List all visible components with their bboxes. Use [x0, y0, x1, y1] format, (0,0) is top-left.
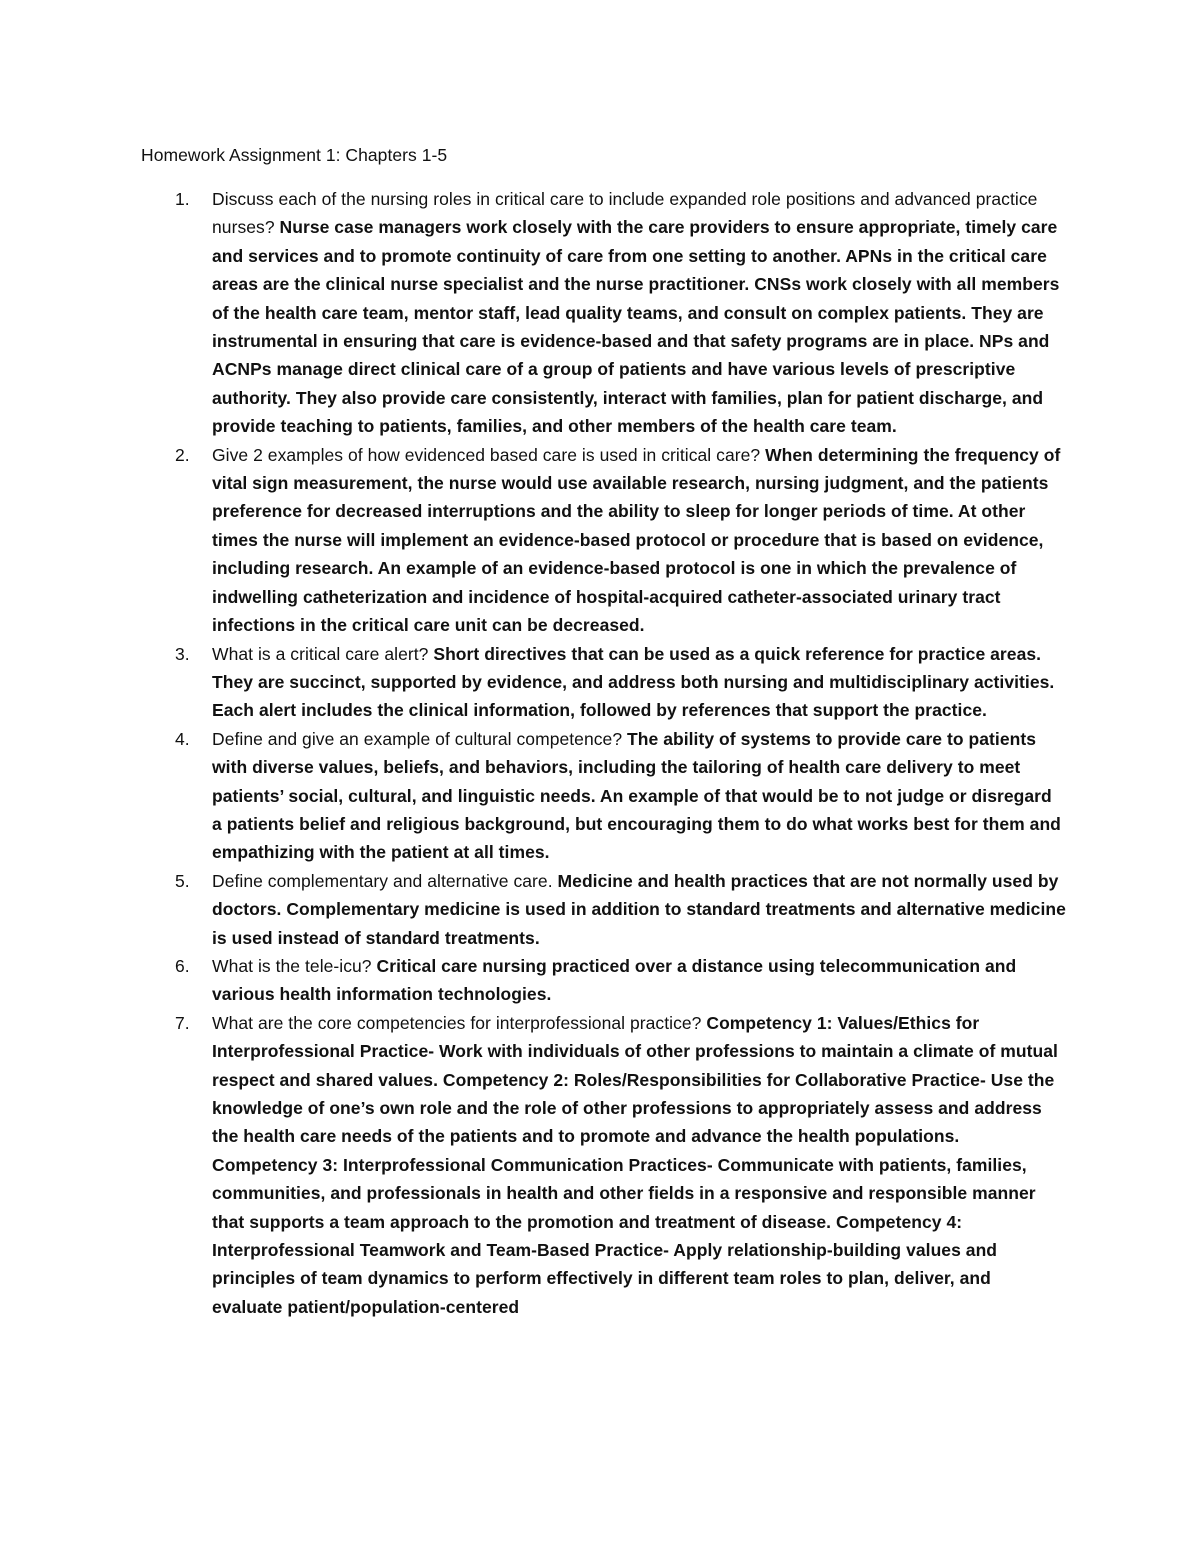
item-number: 3.: [175, 643, 190, 664]
list-item: [141, 441, 1066, 640]
answer-text: Nurse case managers work closely with the care providers to ensure appropriate, timely care and services and to promote continuity of care from one setting to another. APNs in the critical care areas are the clinical nurse specialist and the nurse practitioner. CNSs work closely with all members of the health care team, mentor staff, lead quality teams, and consult on complex patients. They are instrumental in ensuring that care is evidence-based and that safety programs are in place. NPs and ACNPs manage direct clinical care of a group of patients and have various levels of prescriptive authority. They also provide care consistently, interact with families, plan for patient discharge, and provide teaching to patients, families, and other members of the health care team.: [212, 217, 1060, 437]
item-number: 2.: [175, 444, 190, 465]
answer-text: The ability of systems to provide care to patients with diverse values, beliefs, and behaviors, including the tailoring of health care delivery to meet patients’ social, cultural, and linguistic needs. An example of that would be to not judge or disregard a patients belief and religious background, but encouraging them to do what works best for them and empathizing with the patient at all times.: [212, 728, 1061, 863]
list-item: [141, 725, 1066, 867]
answer-text: Competency 1: Values/Ethics for Interprofessional Practice- Work with individuals of other professions to maintain a climate of mutual respect and shared values. Competency 2: Roles/Responsibilities for Collaborative Practice- Use the knowledge of one’s own role and the role of other professions to appropriately assess and address the health care needs of the patients and to promote and advance the health populations. Competency 3: Interprofessional Communication Practices- Communicate with patients, families, communities, and professionals in health and other fields in a responsive and responsible manner that supports a team approach to the promotion and treatment of disease. Competency 4: Interprofessional Teamwork and Team-Based Practice- Apply relationship-building values and principles of team dynamics to perform effectively in different team roles to plan, deliver, and evaluate patient/population-centered: [212, 1012, 1058, 1317]
question-text: Discuss each of the nursing roles in critical care to include expanded role positions and advanced practice nurses?: [212, 189, 1038, 238]
item-number: 7.: [175, 1012, 190, 1033]
question-list: [141, 185, 1066, 1321]
question-text: Define complementary and alternative care.: [212, 870, 558, 891]
list-item: [141, 185, 1066, 441]
item-number: 4.: [175, 728, 190, 749]
document-title: Homework Assignment 1: Chapters 1-5: [141, 145, 448, 165]
question-text: What is a critical care alert?: [212, 643, 434, 664]
list-item: [141, 1009, 1066, 1321]
question-text: What are the core competencies for interprofessional practice?: [212, 1012, 707, 1033]
question-text: Give 2 examples of how evidenced based care is used in critical care?: [212, 444, 766, 465]
question-text: What is the tele-icu?: [212, 955, 377, 976]
list-item: [141, 640, 1066, 725]
list-item: [141, 867, 1066, 952]
item-number: 6.: [175, 955, 190, 976]
item-number: 1.: [175, 189, 190, 209]
answer-text: When determining the frequency of vital sign measurement, the nurse would use available research, nursing judgment, and the patients preference for decreased interruptions and the ability to sleep for longer periods of time. At other times the nurse will implement an evidence-based protocol or procedure that is based on evidence, including research. An example of an evidence-based protocol is one in which the prevalence of indwelling catheterization and incidence of hospital-acquired catheter-associated urinary tract infections in the critical care unit can be decreased.: [212, 444, 1061, 636]
list-item: [141, 952, 1066, 1009]
item-number: 5.: [175, 870, 190, 891]
answer-text: Critical care nursing practiced over a distance using telecommunication and various health information technologies.: [212, 955, 1017, 1005]
answer-text: Medicine and health practices that are not normally used by doctors. Complementary medicine is used in addition to standard treatments and alternative medicine is used instead of standard treatments.: [212, 870, 1066, 948]
question-text: Define and give an example of cultural competence?: [212, 728, 628, 749]
answer-text: Short directives that can be used as a quick reference for practice areas. They are succinct, supported by evidence, and address both nursing and multidisciplinary activities. Each alert includes the clinical information, followed by references that support the practice.: [212, 643, 1055, 721]
